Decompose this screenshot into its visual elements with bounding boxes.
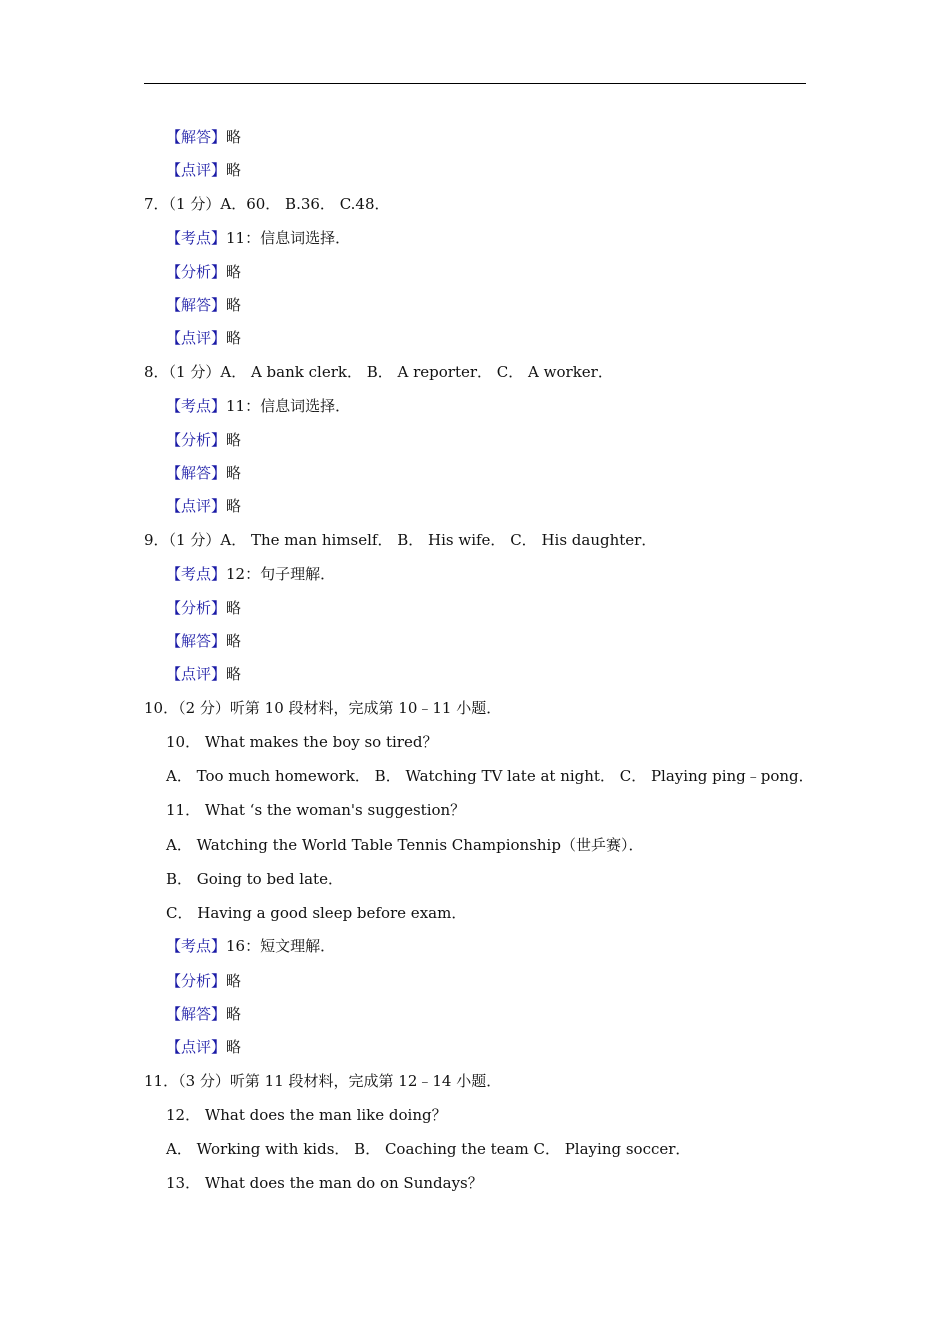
dianping-tag: 【点评】 (166, 665, 227, 683)
q10-sub2-option-b: B． Going to bed late． (166, 870, 343, 888)
q10-sub2-question: 11． What ‘s the woman's suggestion？ (166, 801, 466, 819)
fenxi-text: 略 (226, 431, 242, 449)
dianping-text: 略 (226, 497, 242, 515)
q9-fenxi-line (166, 598, 241, 618)
fenxi-text: 略 (226, 972, 242, 990)
q10-sub1-options: A． Too much homework． B． Watching TV late at night． C． Playing ping﹣pong． (166, 767, 814, 785)
jieda-tag: 【解答】 (166, 464, 227, 482)
kaodian-text: 11：信息词选择． (226, 397, 351, 415)
jieda-tag: 【解答】 (166, 128, 227, 146)
q10-sub2-option-a: A． Watching the World Table Tennis Championship（世乒赛）． (166, 836, 644, 854)
dianping-tag: 【点评】 (166, 1038, 227, 1056)
dianping-text: 略 (226, 161, 242, 179)
q10-sub2-option-c: C． Having a good sleep before exam． (166, 904, 467, 922)
kaodian-text: 16：短文理解． (226, 937, 336, 955)
q9-dianping-line (166, 664, 241, 684)
q11-stem: 11．（3 分）听第 11 段材料，完成第 12﹣14 小题． (144, 1072, 502, 1090)
kaodian-tag: 【考点】 (166, 565, 227, 583)
q10-stem: 10．（2 分）听第 10 段材料，完成第 10﹣11 小题． (144, 699, 502, 717)
jieda-tag: 【解答】 (166, 296, 227, 314)
q8-jieda-line (166, 463, 241, 483)
q8-stem: 8．（1 分）A． A bank clerk． B． A reporter． C． A worker． (144, 363, 613, 381)
kaodian-text: 12：句子理解． (226, 565, 336, 583)
q9-kaodian-line (166, 564, 335, 584)
q9-jieda-line (166, 631, 241, 651)
jieda-tag: 【解答】 (166, 632, 227, 650)
dianping-text: 略 (226, 1038, 242, 1056)
q10-sub1-question: 10． What makes the boy so tired？ (166, 733, 438, 751)
fenxi-tag: 【分析】 (166, 972, 227, 990)
dianping-text: 略 (226, 665, 242, 683)
q10-dianping-line (166, 1037, 241, 1057)
jieda-tag: 【解答】 (166, 1005, 227, 1023)
q11-sub1-options: A． Working with kids． B． Coaching the team C． Playing soccer． (166, 1140, 691, 1158)
jieda-text: 略 (226, 464, 242, 482)
q8-dianping-line (166, 496, 241, 516)
q10-fenxi-line (166, 971, 241, 991)
fenxi-tag: 【分析】 (166, 263, 227, 281)
q8-kaodian-line (166, 396, 350, 416)
dianping-text: 略 (226, 329, 242, 347)
q10-kaodian-line (166, 936, 335, 956)
jieda-text: 略 (226, 296, 242, 314)
kaodian-tag: 【考点】 (166, 937, 227, 955)
q7-stem: 7．（1 分）A．60． B.36． C.48． (144, 195, 390, 213)
q7-dianping-line (166, 328, 241, 348)
q6-jieda-line (166, 127, 241, 147)
q10-jieda-line (166, 1004, 241, 1024)
jieda-text: 略 (226, 128, 242, 146)
q9-stem: 9．（1 分）A． The man himself． B． His wife． C． His daughter． (144, 531, 657, 549)
q11-sub1-question: 12． What does the man like doing？ (166, 1106, 447, 1124)
kaodian-tag: 【考点】 (166, 397, 227, 415)
fenxi-tag: 【分析】 (166, 431, 227, 449)
fenxi-text: 略 (226, 599, 242, 617)
jieda-text: 略 (226, 632, 242, 650)
dianping-tag: 【点评】 (166, 161, 227, 179)
q7-fenxi-line (166, 262, 241, 282)
q11-sub2-question: 13． What does the man do on Sundays？ (166, 1174, 483, 1192)
fenxi-text: 略 (226, 263, 242, 281)
q6-dianping-line (166, 160, 241, 180)
jieda-text: 略 (226, 1005, 242, 1023)
dianping-tag: 【点评】 (166, 329, 227, 347)
fenxi-tag: 【分析】 (166, 599, 227, 617)
header-rule (144, 83, 806, 84)
q8-fenxi-line (166, 430, 241, 450)
kaodian-text: 11：信息词选择． (226, 229, 351, 247)
q7-kaodian-line (166, 228, 350, 248)
dianping-tag: 【点评】 (166, 497, 227, 515)
kaodian-tag: 【考点】 (166, 229, 227, 247)
q7-jieda-line (166, 295, 241, 315)
